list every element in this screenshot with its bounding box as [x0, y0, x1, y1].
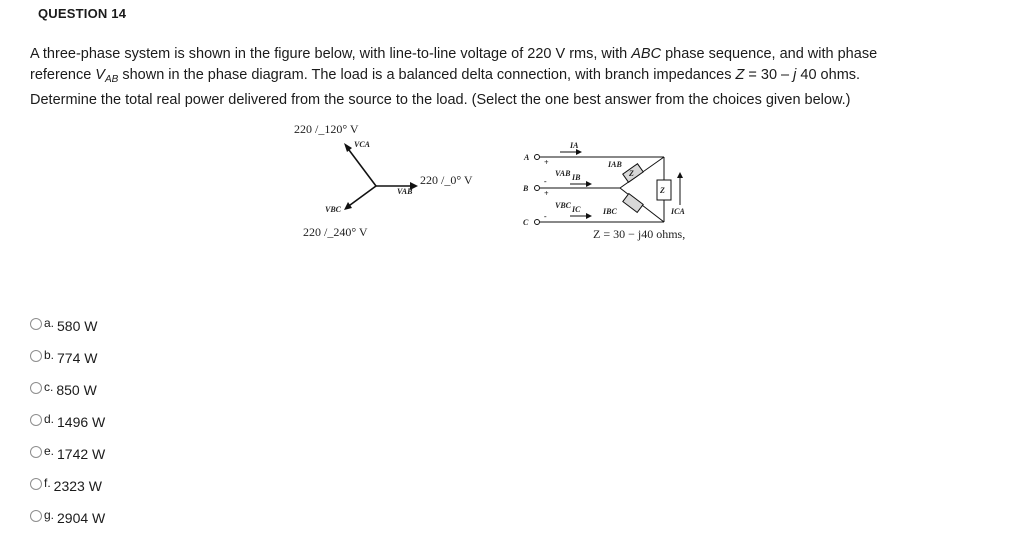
node-c-label: C	[523, 218, 529, 227]
question-text-segment: 40 ohms.	[796, 67, 861, 83]
ia-arrowhead	[576, 149, 582, 155]
radio-button[interactable]	[30, 510, 42, 522]
phase-sequence: ABC	[631, 46, 662, 62]
phasor-top-label: 220 /_120° V	[294, 122, 359, 136]
question-line-3: Determine the total real power delivered from the source to the load. (Select the one best answer from the choices given below.)	[30, 92, 851, 108]
choice-letter: d.	[44, 412, 55, 426]
choice-g[interactable]	[30, 500, 105, 532]
imaginary-unit: j	[793, 67, 797, 83]
question-text-segment: shown in the phase diagram. The load is a balanced delta connection, with branch impedances	[118, 67, 736, 83]
ica-arrowhead	[677, 172, 683, 178]
choice-e[interactable]	[30, 436, 105, 468]
ibc-label: IBC	[603, 207, 617, 216]
ib-label: IB	[572, 173, 581, 182]
vca-arrowhead	[344, 143, 352, 152]
radio-button[interactable]	[30, 350, 42, 362]
source-vbc-label: VBC	[555, 201, 572, 210]
vca-phasor	[346, 146, 376, 186]
answer-choices	[30, 308, 105, 532]
terminal-b	[535, 186, 540, 191]
question-text-segment: phase sequence, and with phase	[661, 46, 878, 62]
radio-button[interactable]	[30, 446, 42, 458]
plus-mark-ab: +	[544, 158, 549, 167]
node-b-label: B	[523, 184, 529, 193]
ib-arrowhead	[586, 181, 592, 187]
phase-reference-subscript: AB	[104, 74, 119, 85]
radio-button[interactable]	[30, 478, 42, 490]
vbc-phasor	[346, 186, 376, 208]
radio-button[interactable]	[30, 382, 42, 394]
impedance-symbol: Z	[735, 67, 745, 83]
ic-label: IC	[572, 205, 581, 214]
choice-b[interactable]	[30, 340, 105, 372]
phasor-bottom-label: 220 /_240° V	[303, 225, 368, 239]
phasor-diagram	[294, 122, 473, 239]
node-a-label: A	[524, 153, 530, 162]
impedance-ca-label: Z	[660, 186, 665, 195]
terminal-c	[535, 220, 540, 225]
impedance-note: Z = 30 − j40 ohms,	[593, 227, 686, 241]
choice-letter: c.	[44, 380, 54, 394]
choice-letter: f.	[44, 476, 51, 490]
iab-label: IAB	[608, 160, 622, 169]
choice-letter: a.	[44, 316, 55, 330]
choice-answer: 1496 W	[57, 414, 106, 430]
radio-button[interactable]	[30, 318, 42, 330]
vbc-label: VBC	[325, 205, 342, 214]
choice-d[interactable]	[30, 404, 105, 436]
question-text-segment: A three-phase system is shown in the figure below, with line-to-line voltage of 220 V rms, with	[30, 46, 632, 62]
vca-label: VCA	[354, 140, 371, 149]
choice-c[interactable]	[30, 372, 105, 404]
source-vab-label: VAB	[555, 169, 571, 178]
plus-mark-bc: +	[544, 189, 549, 198]
ic-arrowhead	[586, 213, 592, 219]
question-text-segment: reference	[30, 67, 96, 83]
radio-button[interactable]	[30, 414, 42, 426]
delta-circuit	[522, 141, 685, 241]
choice-letter: g.	[44, 508, 55, 522]
vab-label: VAB	[397, 187, 413, 196]
choice-letter: b.	[44, 348, 55, 362]
choice-answer: 2323 W	[53, 478, 102, 494]
choice-letter: e.	[44, 444, 55, 458]
minus-mark-bc: -	[544, 212, 547, 221]
impedance-ab-label: Z	[629, 169, 634, 178]
choice-f[interactable]	[30, 468, 105, 500]
phasor-right-label: 220 /_0° V	[420, 173, 473, 187]
question-title: QUESTION 14	[38, 6, 127, 21]
vbc-arrowhead	[344, 202, 352, 210]
terminal-a	[535, 155, 540, 160]
choice-answer: 580 W	[57, 318, 98, 334]
choice-answer: 850 W	[56, 382, 97, 398]
ica-label: ICA	[671, 207, 685, 216]
choice-a[interactable]	[30, 308, 105, 340]
phase-reference-symbol: V	[95, 67, 105, 83]
choice-answer: 1742 W	[57, 446, 106, 462]
minus-mark-ab: -	[544, 177, 547, 186]
question-text-segment: = 30 –	[744, 67, 794, 83]
impedance-bc	[623, 194, 643, 213]
choice-answer: 2904 W	[57, 510, 106, 526]
choice-answer: 774 W	[57, 350, 98, 366]
ia-label: IA	[570, 141, 579, 150]
